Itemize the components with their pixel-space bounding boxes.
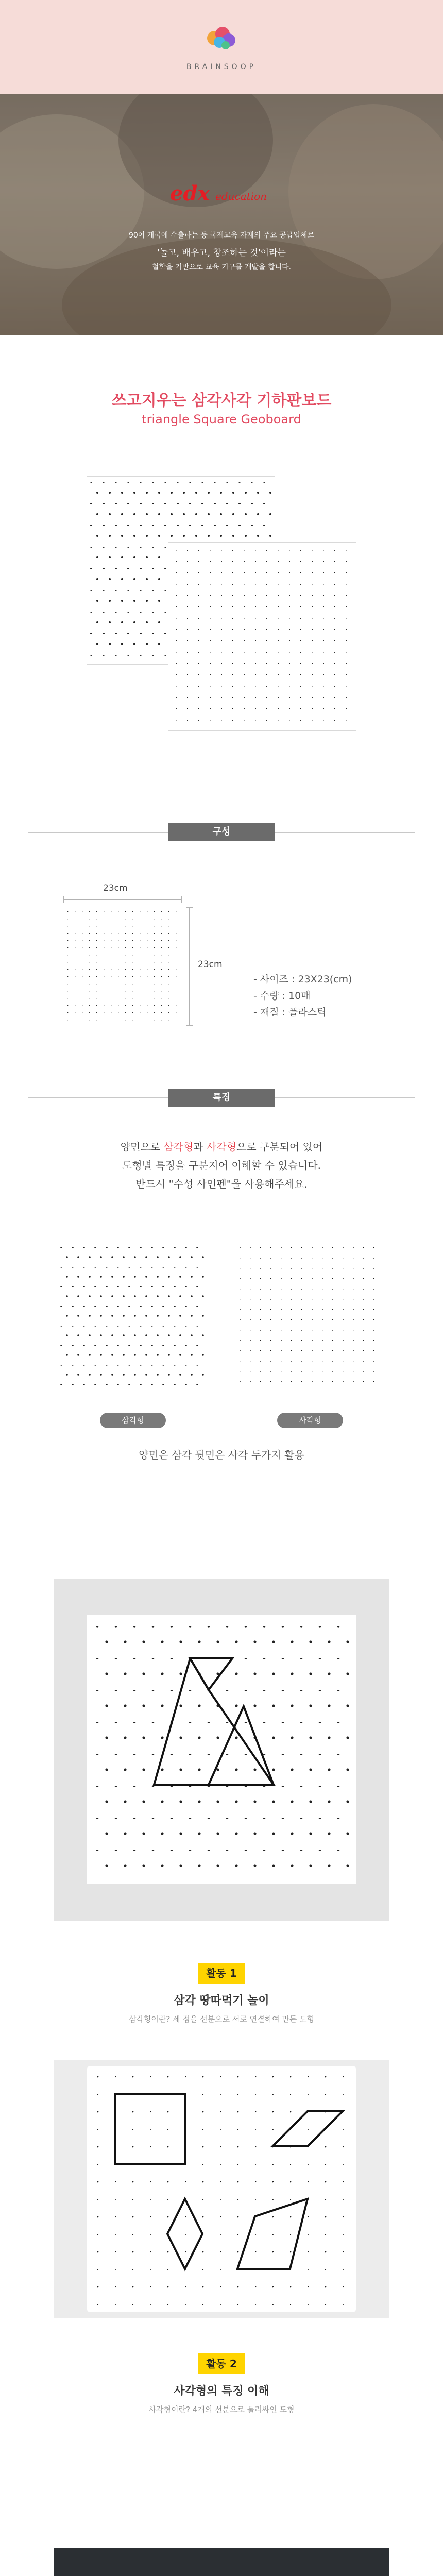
activity-1-triangles (87, 1615, 356, 1884)
brand-name: BRAINSOOP (186, 63, 257, 71)
board-square-image (168, 542, 356, 731)
width-dimension-arrow-icon (63, 896, 182, 903)
activity-1-desc: 삼각형이란? 세 점을 선분으로 서로 연결하여 만든 도형 (128, 2014, 315, 2024)
board-square-side-image (233, 1241, 387, 1395)
edx-logo: edx education (170, 181, 267, 206)
triangle-side-grid (56, 1241, 211, 1396)
product-subtitle: triangle Square Geoboard (142, 412, 301, 427)
activity-2-title: 사각형의 특징 이해 (174, 2385, 269, 2398)
square-side-grid (233, 1241, 388, 1396)
activity-1-board (87, 1615, 356, 1884)
square-grid-pattern (168, 543, 357, 731)
board-triangle-side-image (56, 1241, 210, 1395)
feature-line-3: 반드시 "수성 사인펜"을 사용해주세요. (135, 1178, 308, 1190)
height-label: 23cm (198, 959, 223, 970)
board-size-image (63, 907, 182, 1026)
activity-3-photo (54, 2548, 389, 2576)
activity-2-desc: 사각형이란? 4개의 선분으로 둘러싸인 도형 (148, 2405, 295, 2414)
hero-line-1: 90여 개국에 수출하는 등 국제교육 자재의 주요 공급업체로 (128, 231, 315, 240)
feature-note: 양면은 삼각 뒷면은 사각 두가지 활용 (139, 1449, 304, 1461)
feature-line-1: 양면으로 삼각형과 사각형으로 구분되어 있어 (120, 1141, 323, 1153)
height-dimension-arrow-icon (186, 907, 193, 1026)
width-label: 23cm (103, 883, 128, 893)
section-heading-features: 특징 (168, 1089, 275, 1107)
section-heading-composition: 구성 (168, 823, 275, 841)
tag-square: 사각형 (277, 1413, 343, 1428)
feature-line-2: 도형별 특징을 구분지어 이해할 수 있습니다. (122, 1159, 321, 1172)
board-size-grid (63, 907, 183, 1027)
hero-banner (0, 94, 443, 335)
spec-quantity: - 수량 : 10매 (253, 990, 311, 1002)
activity-2-image (54, 2060, 389, 2318)
activity-2-badge: 활동 2 (198, 2353, 245, 2374)
spec-size: - 사이즈 : 23X23(cm) (253, 974, 352, 985)
activity-1-title: 삼각 땅따먹기 놀이 (174, 1994, 269, 2007)
activity-1-badge: 활동 1 (198, 1963, 245, 1984)
transparent-geoboard-illustration (54, 2548, 389, 2576)
brainsoop-logo-icon (203, 25, 240, 50)
activity-2-squares (87, 2066, 356, 2312)
brand-header (0, 0, 443, 94)
activity-2-board (87, 2066, 356, 2312)
tag-triangle: 삼각형 (100, 1413, 166, 1428)
activity-1-image (54, 1579, 389, 1921)
hero-line-3: 철학을 기반으로 교육 기구를 개발을 합니다. (151, 263, 292, 272)
product-title: 쓰고지우는 삼각사각 기하판보드 (111, 392, 332, 410)
hero-line-2: '놀고, 배우고, 창조하는 것'이라는 (157, 248, 286, 258)
spec-material: - 재질 : 플라스틱 (253, 1007, 327, 1018)
